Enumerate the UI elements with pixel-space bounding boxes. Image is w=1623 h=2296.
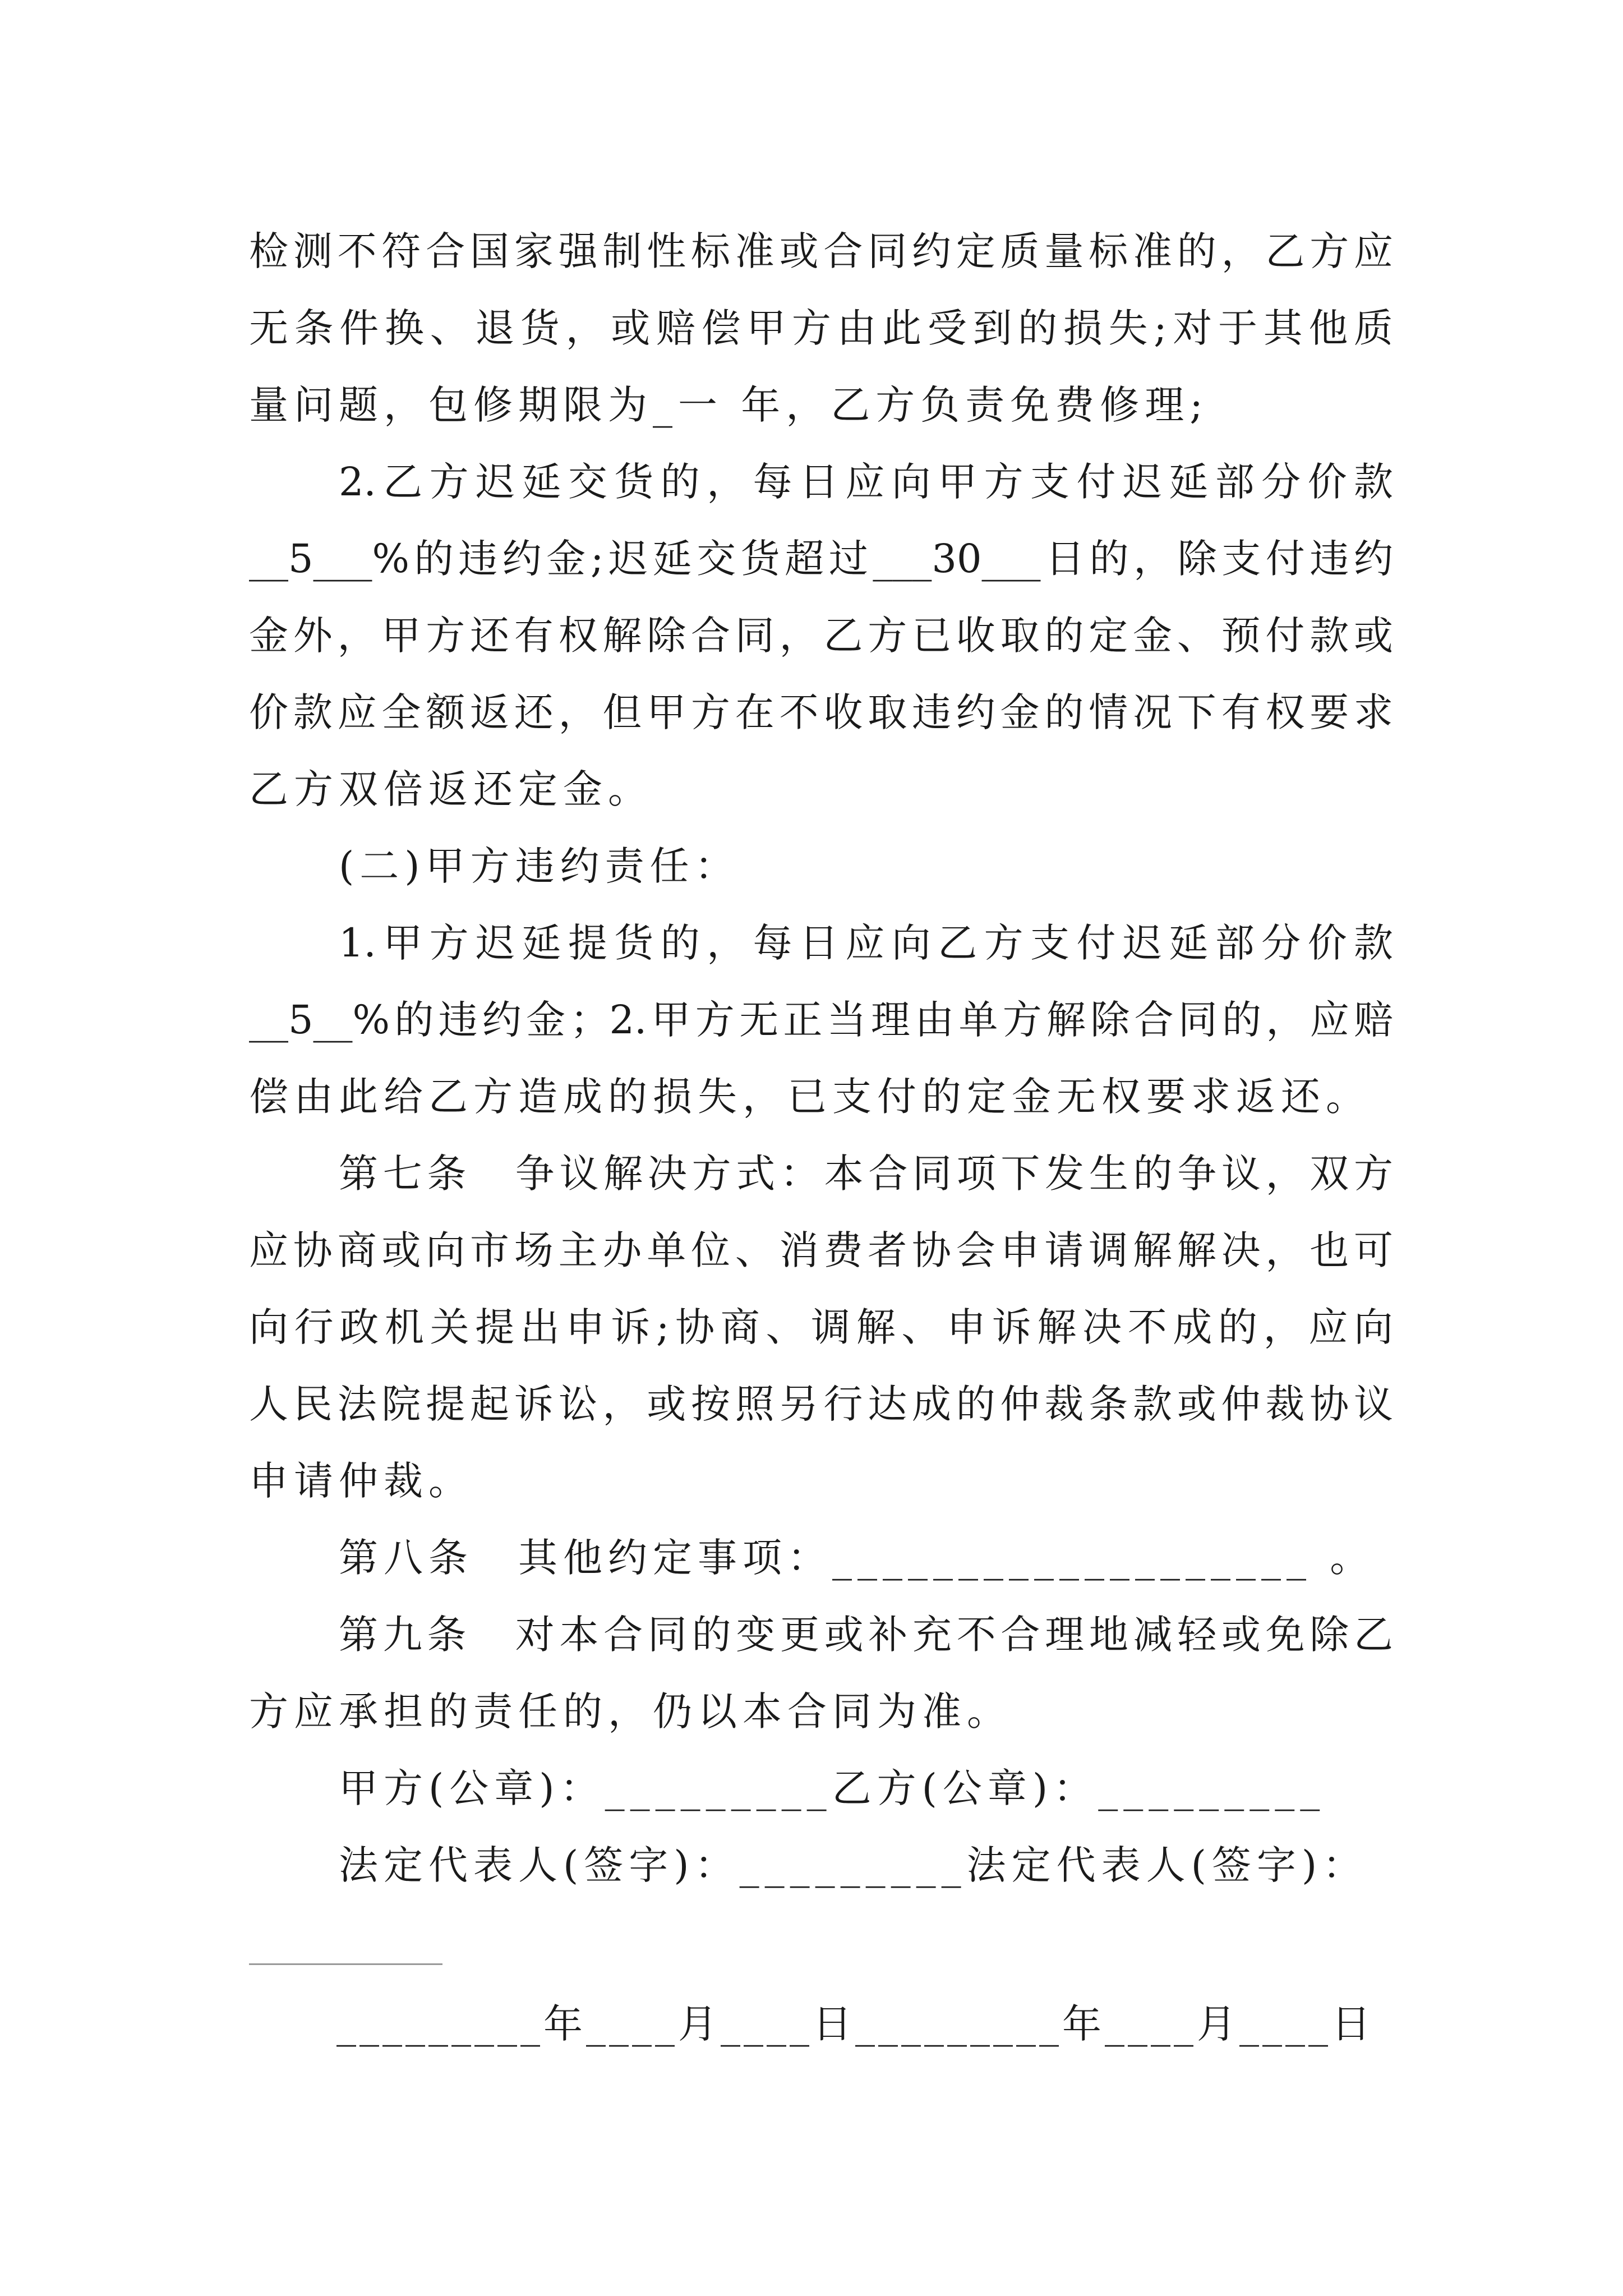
text-line-2: 无条件换、退货，或赔偿甲方由此受到的损失;对于其他质 — [249, 305, 1393, 351]
text-line-8: 乙方双倍返还定金。 — [249, 766, 653, 812]
section-heading-buyer-liability: (二)甲方违约责任： — [339, 843, 740, 889]
seal-line: 甲方(公章)：_________乙方(公章)：_________ — [339, 1765, 1326, 1811]
text-line-11: __5__%的违约金；2.甲方无正当理由单方解除合同的，应赔 — [249, 997, 1393, 1043]
article-8-line: 第八条 其他约定事项：___________________ 。 — [339, 1535, 1375, 1581]
text-line-15: 向行政机关提出申诉;协商、调解、申诉解决不成的，应向 — [249, 1304, 1393, 1350]
text-line-7: 价款应全额返还，但甲方在不收取违约金的情况下有权要求 — [249, 689, 1393, 735]
date-line: _________年____月____日_________年____月____日 — [336, 2001, 1374, 2047]
breach-clause-2: 2.乙方迟延交货的，每日应向甲方支付迟延部分价款 — [339, 459, 1393, 505]
buyer-clause-1: 1.甲方迟延提货的，每日应向乙方支付迟延部分价款 — [339, 920, 1393, 966]
text-line-17: 申请仲裁。 — [249, 1458, 473, 1504]
text-line-16: 人民法院提起诉讼，或按照另行达成的仲裁条款或仲裁协议 — [249, 1381, 1393, 1427]
representative-signature-line: 法定代表人(签字)：_________法定代表人(签字)： — [339, 1842, 1368, 1888]
text-line-12: 偿由此给乙方造成的损失，已支付的定金无权要求返还。 — [249, 1074, 1371, 1120]
text-line-3: 量问题，包修期限为_一 年，乙方负责免费修理; — [249, 382, 1209, 428]
text-line-20: 方应承担的责任的，仍以本合同为准。 — [249, 1688, 1012, 1734]
text-line-6: 金外，甲方还有权解除合同，乙方已收取的定金、预付款或 — [249, 613, 1393, 659]
contract-page — [249, 213, 1393, 1904]
signature-continuation-rule — [249, 1963, 442, 1965]
article-7-heading: 第七条 争议解决方式：本合同项下发生的争议，双方 — [339, 1151, 1393, 1197]
text-line-14: 应协商或向市场主办单位、消费者协会申请调解解决，也可 — [249, 1227, 1393, 1273]
text-line-5: __5___%的违约金;迟延交货超过___30___日的，除支付违约 — [249, 536, 1393, 582]
text-line-1: 检测不符合国家强制性标准或合同约定质量标准的，乙方应 — [249, 228, 1393, 274]
article-9-heading: 第九条 对本合同的变更或补充不合理地减轻或免除乙 — [339, 1612, 1393, 1658]
